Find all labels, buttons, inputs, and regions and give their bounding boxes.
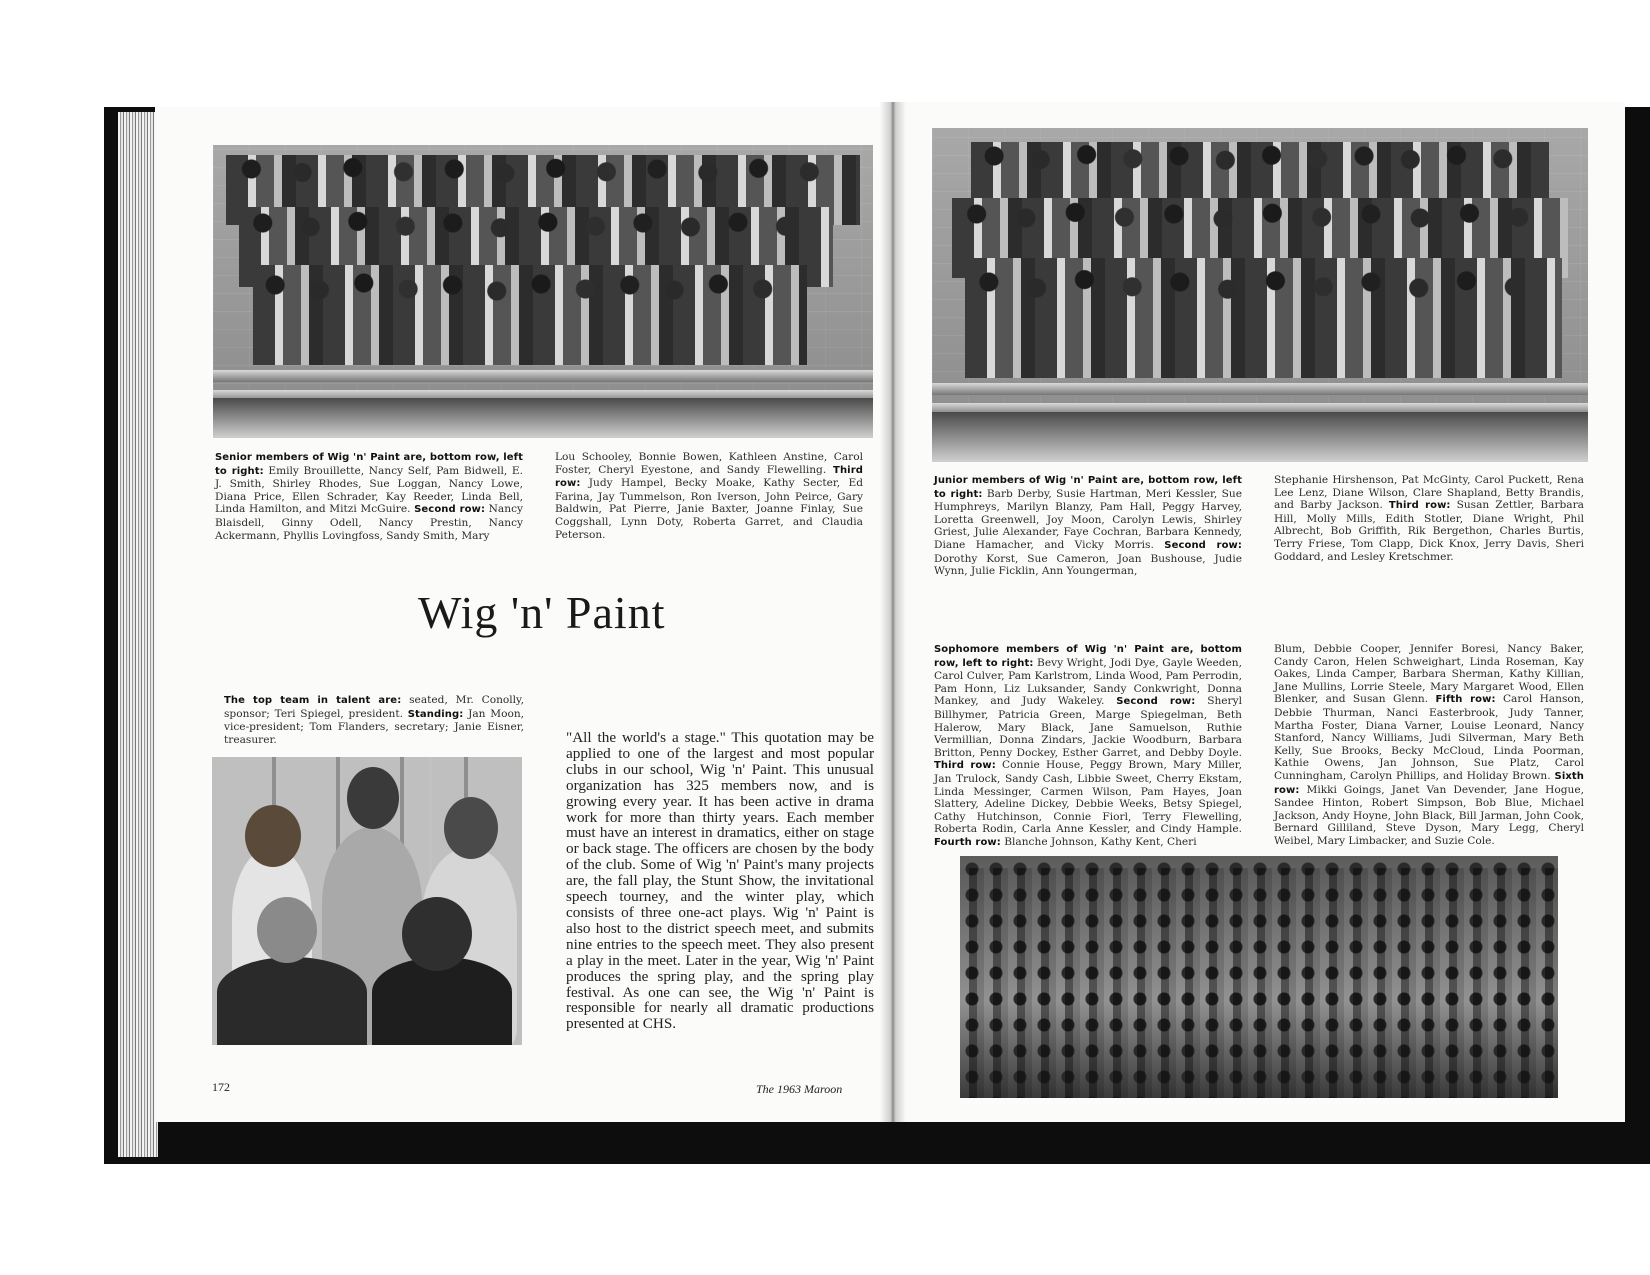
junior-caption-col1: Junior members of Wig 'n' Paint are, bottom row, left to right: Barb Derby, Susie Hartman, Meri Kessler, Sue Humphreys, Marilyn Blanzy, Pam Hall, Peggy Harvey, Loretta Greenwell, Joy Moon, Carolyn Lewis, Shirley Griest, Julie Alexander, Faye Cochran, Barbara Kennedy, Diane Hamacher, and Vicky Morris. Second row: Dorothy Korst, Sue Cameron, Joan Bushouse, Judie Wynn, Julie Ficklin, Ann Youngerman, [934,475,1242,578]
senior-members-photo [213,145,873,438]
body-text: "All the world's a stage." This quotation may be applied to one of the largest and most popular clubs in our school, Wig 'n' Paint. This unusual organization has 325 members now, and is growing every year. It has been active in drama work for more than thirty years. Each member must have an interest in dramatics, either on stage or back stage. The officers are chosen by the body of the club. Some of Wig 'n' Paint's many projects are, the fall play, the Stunt Show, the invitational speech tourney, and the winter play, which consists of three one-act plays. Wig 'n' Paint is also host to the district speech meet, and submits nine entries to the speech meet. They also present a play in the meet. Later in the year, Wig 'n' Paint produces the spring play, and the spring play festival. As one can see, the Wig 'n' Paint is responsible for nearly all dramatic productions presented at CHS. [566,729,874,1033]
page-title: Wig 'n' Paint [418,587,666,638]
senior-caption-col1: Senior members of Wig 'n' Paint are, bottom row, left to right: Emily Brouillette, Nancy Self, Pam Bidwell, E. J. Smith, Shirley Rhodes, Sue Loggan, Nancy Lowe, Diana Price, Ellen Schrader, Kay Reeder, Linda Bell, Linda Hamilton, and Mitzi McGuire. Second row: Nancy Blaisdell, Ginny Odell, Nancy Prestin, Nancy Ackermann, Phyllis Lovingfoss, Sandy Smith, Mary [215,452,523,542]
sophomore-caption-col1: Sophomore members of Wig 'n' Paint are, bottom row, left to right: Bevy Wright, Jodi Dye, Gayle Weeden, Carol Culver, Pam Karlstrom, Linda Wood, Pam Perrodin, Pam Honn, Liz Luksander, Sandy Conkwright, Donna Mankey, and Judy Wakeley. Second row: Sheryl Billhymer, Patricia Green, Marge Spiegelman, Beth Halerow, Mary Black, Jane Samuelson, Ruthie Vermillian, Donna Zindars, Jackie Woodburn, Barbara Britton, Penny Dockey, Esther Garret, and Debby Doyle. Third row: Connie House, Peggy Brown, Mary Miller, Jan Trulock, Sandy Cash, Libbie Sweet, Cherry Ekstam, Linda Messinger, Carmen Wilson, Pam Hayes, Joan Slattery, Adeline Dickey, Debbie Weeks, Betsy Spiegel, Cathy Hutchinson, Connie Fiorl, Terry Flewelling, Roberta Rodin, Carla Anne Kessler, and Cindy Hample. Fourth row: Blanche Johnson, Kathy Kent, Cheri [934,644,1242,848]
junior-members-photo [932,128,1588,462]
sophomore-members-photo [960,856,1558,1098]
book-gutter [880,102,906,1122]
junior-caption-col2: Stephanie Hirshenson, Pat McGinty, Carol Puckett, Rena Lee Lenz, Diane Wilson, Clare Shapland, Betty Brandis, and Barby Jackson. Third row: Susan Zettler, Barbara Hill, Molly Mills, Edith Stotler, Diane Wright, Phil Albrecht, Bob Griffith, Rik Bergethon, Charles Burtis, Terry Friese, Tom Clapp, Dick Knox, Jerry Davis, Sheri Goddard, and Lesley Kretschmer. [1274,474,1584,563]
publication-name: The 1963 Maroon [756,1082,843,1096]
officers-caption: The top team in talent are: seated, Mr. Conolly, sponsor; Teri Spiegel, president. Standing: Jan Moon, vice-president; Tom Flanders, secretary; Janie Eisner, treasurer. [224,694,525,746]
senior-caption-col2: Lou Schooley, Bonnie Bowen, Kathleen Anstine, Carol Foster, Cheryl Eyestone, and Sandy Flewelling. Third row: Judy Hampel, Becky Moake, Kathy Secter, Ed Farina, Jay Tummelson, Ron Iverson, John Peirce, Gary Baldwin, Pat Pierre, Janie Baxter, Joanne Finlay, Sue Coggshall, Lynn Doty, Roberta Garret, and Claudia Peterson. [555,451,863,541]
sophomore-caption-col2: Blum, Debbie Cooper, Jennifer Boresi, Nancy Baker, Candy Caron, Helen Schweighart, Linda Roseman, Kay Oakes, Linda Camper, Barbara Sherman, Kathy Killian, Jane Mullins, Lorrie Steele, Mary Margaret Wood, Ellen Blenker, and Susan Glenn. Fifth row: Carol Hanson, Debbie Thurman, Nanci Easterbrook, Judy Tanner, Martha Foster, Diana Varner, Louise Leonard, Nancy Stanford, Nancy Williams, Judi Silverman, Mary Beth Kelly, Sue Brooks, Becky McCloud, Linda Poorman, Kathie Owens, Jan Johnson, Sue Platz, Carol Cunningham, Carolyn Phillips, and Holiday Brown. Sixth row: Mikki Goings, Janet Van Devender, Jane Hogue, Sandee Hinton, Robert Simpson, Bob Blue, Michael Jackson, Andy Hoyne, John Black, Bill Jarman, John Cook, Bernard Gilliland, Steve Dyson, Mary Legg, Cheryl Weibel, Mary Limbacker, and Suzie Cole. [1274,643,1585,847]
officers-photo [212,757,522,1045]
page-number: 172 [212,1080,230,1094]
page-edge-stack [118,112,158,1157]
